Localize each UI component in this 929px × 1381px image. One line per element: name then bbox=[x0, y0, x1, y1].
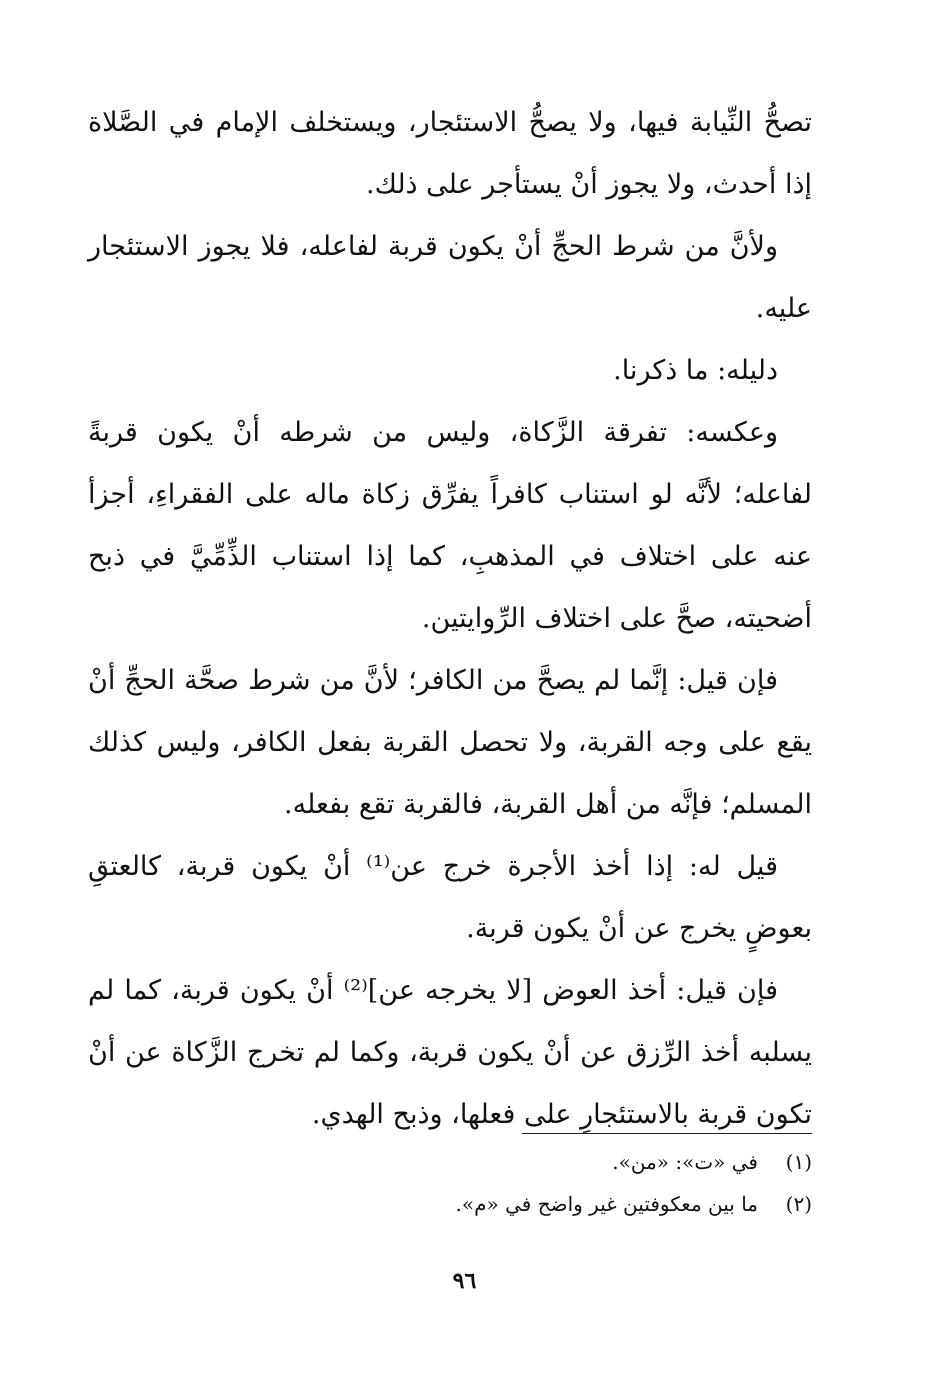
footnote-text: في «ت»: «من». bbox=[612, 1150, 758, 1174]
footnote-text: ما بين معكوفتين غير واضح في «م». bbox=[455, 1192, 758, 1216]
footnote-number: (٢) bbox=[785, 1192, 812, 1216]
footnotes bbox=[88, 1133, 812, 1218]
paragraph-1: تصحُّ النِّيابة فيها، ولا يصحُّ الاستئجار، ويستخلف الإمام في الصَّلاة إذا أحدث، ولا يجوز أنْ يستأجر على ذلك. bbox=[88, 107, 812, 200]
footnote-divider bbox=[522, 1133, 812, 1134]
footnote-1 bbox=[88, 1148, 812, 1176]
main-text bbox=[88, 92, 812, 1146]
paragraph-4: وعكسه: تفرقة الزَّكاة، وليس من شرطه أنْ يكون قربةً لفاعله؛ لأنَّه لو استناب كافراً يفرِّق زكاة ماله على الفقراءِ، أجزأ عنه على اختلاف في المذهبِ، كما إذا استناب الذِّمِّيَّ في ذبح أضحيته، صحَّ على اختلاف الرِّوايتين. bbox=[88, 417, 812, 634]
page-number: ٩٦ bbox=[452, 1268, 477, 1294]
paragraph-3: دليله: ما ذكرنا. bbox=[613, 355, 778, 386]
footnote-number: (١) bbox=[785, 1150, 812, 1174]
paragraph-7: فإن قيل: أخذ العوض [لا يخرجه عن]⁽²⁾ أنْ يكون قربة، كما لم يسلبه أخذ الرِّزق عن أنْ يكون قربة، وكما لم تخرج الزَّكاة عن أنْ تكون قربة بالاستئجارِ على فعلها، وذبح الهدي. bbox=[88, 975, 812, 1130]
paragraph-2: ولأنَّ من شرط الحجِّ أنْ يكون قربة لفاعله، فلا يجوز الاستئجار عليه. bbox=[88, 231, 812, 324]
footnote-2 bbox=[88, 1190, 812, 1218]
paragraph-6: قيل له: إذا أخذ الأجرة خرج عن⁽¹⁾ أنْ يكون قربة، كالعتقِ بعوضٍ يخرج عن أنْ يكون قربة. bbox=[88, 851, 812, 944]
paragraph-5: فإن قيل: إنَّما لم يصحَّ من الكافر؛ لأنَّ من شرط صحَّة الحجِّ أنْ يقع على وجه القربة، ولا تحصل القربة بفعل الكافر، وليس كذلك المسلم؛ فإنَّه من أهل القربة، فالقربة تقع بفعله. bbox=[88, 665, 812, 820]
